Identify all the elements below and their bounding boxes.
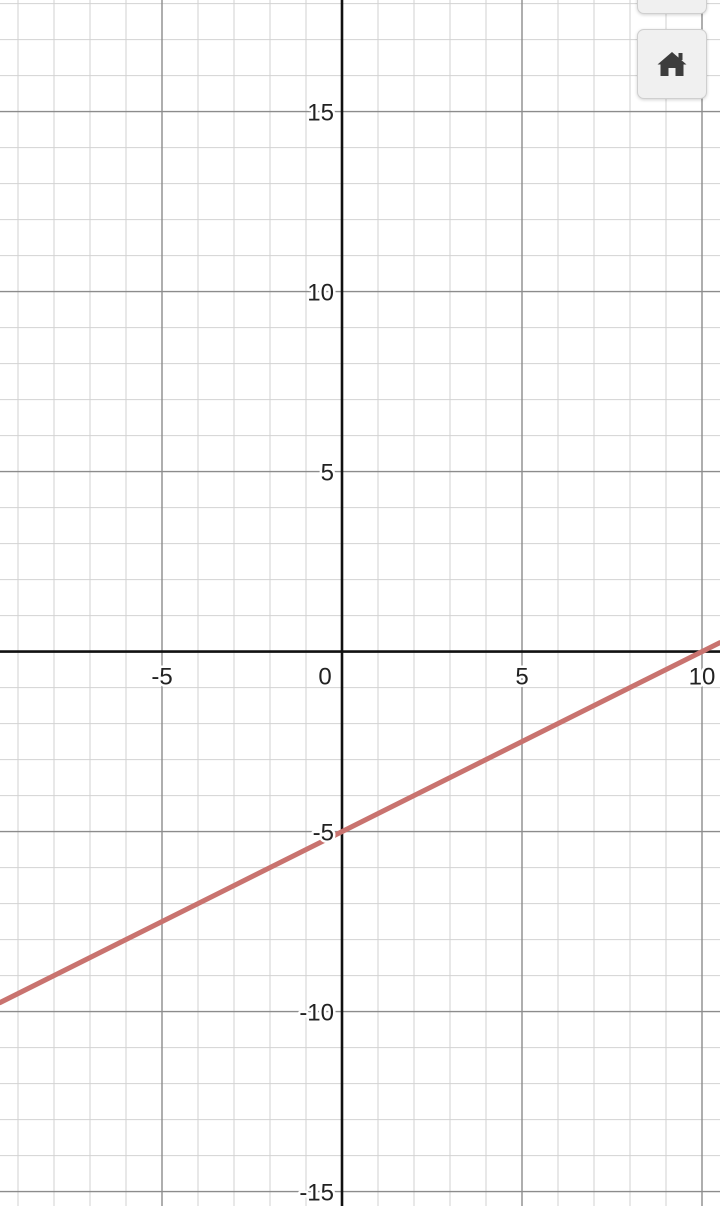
home-button[interactable]: [637, 29, 707, 99]
zoom-button[interactable]: [637, 0, 707, 14]
series-layer: [0, 643, 720, 1003]
series-line-0[interactable]: [0, 643, 720, 1003]
y-tick-label: 15: [307, 99, 334, 127]
x-tick-label: 10: [688, 663, 716, 691]
y-tick-label: -15: [299, 1179, 334, 1206]
x-tick-label: 0: [318, 663, 332, 691]
x-tick-label: -5: [151, 663, 173, 691]
y-tick-label: -5: [312, 819, 334, 847]
x-tick-label: 5: [515, 663, 529, 691]
y-tick-label: 5: [320, 459, 334, 487]
home-icon: [656, 50, 688, 78]
y-tick-label: 10: [307, 279, 334, 307]
y-tick-label: -10: [299, 999, 334, 1027]
